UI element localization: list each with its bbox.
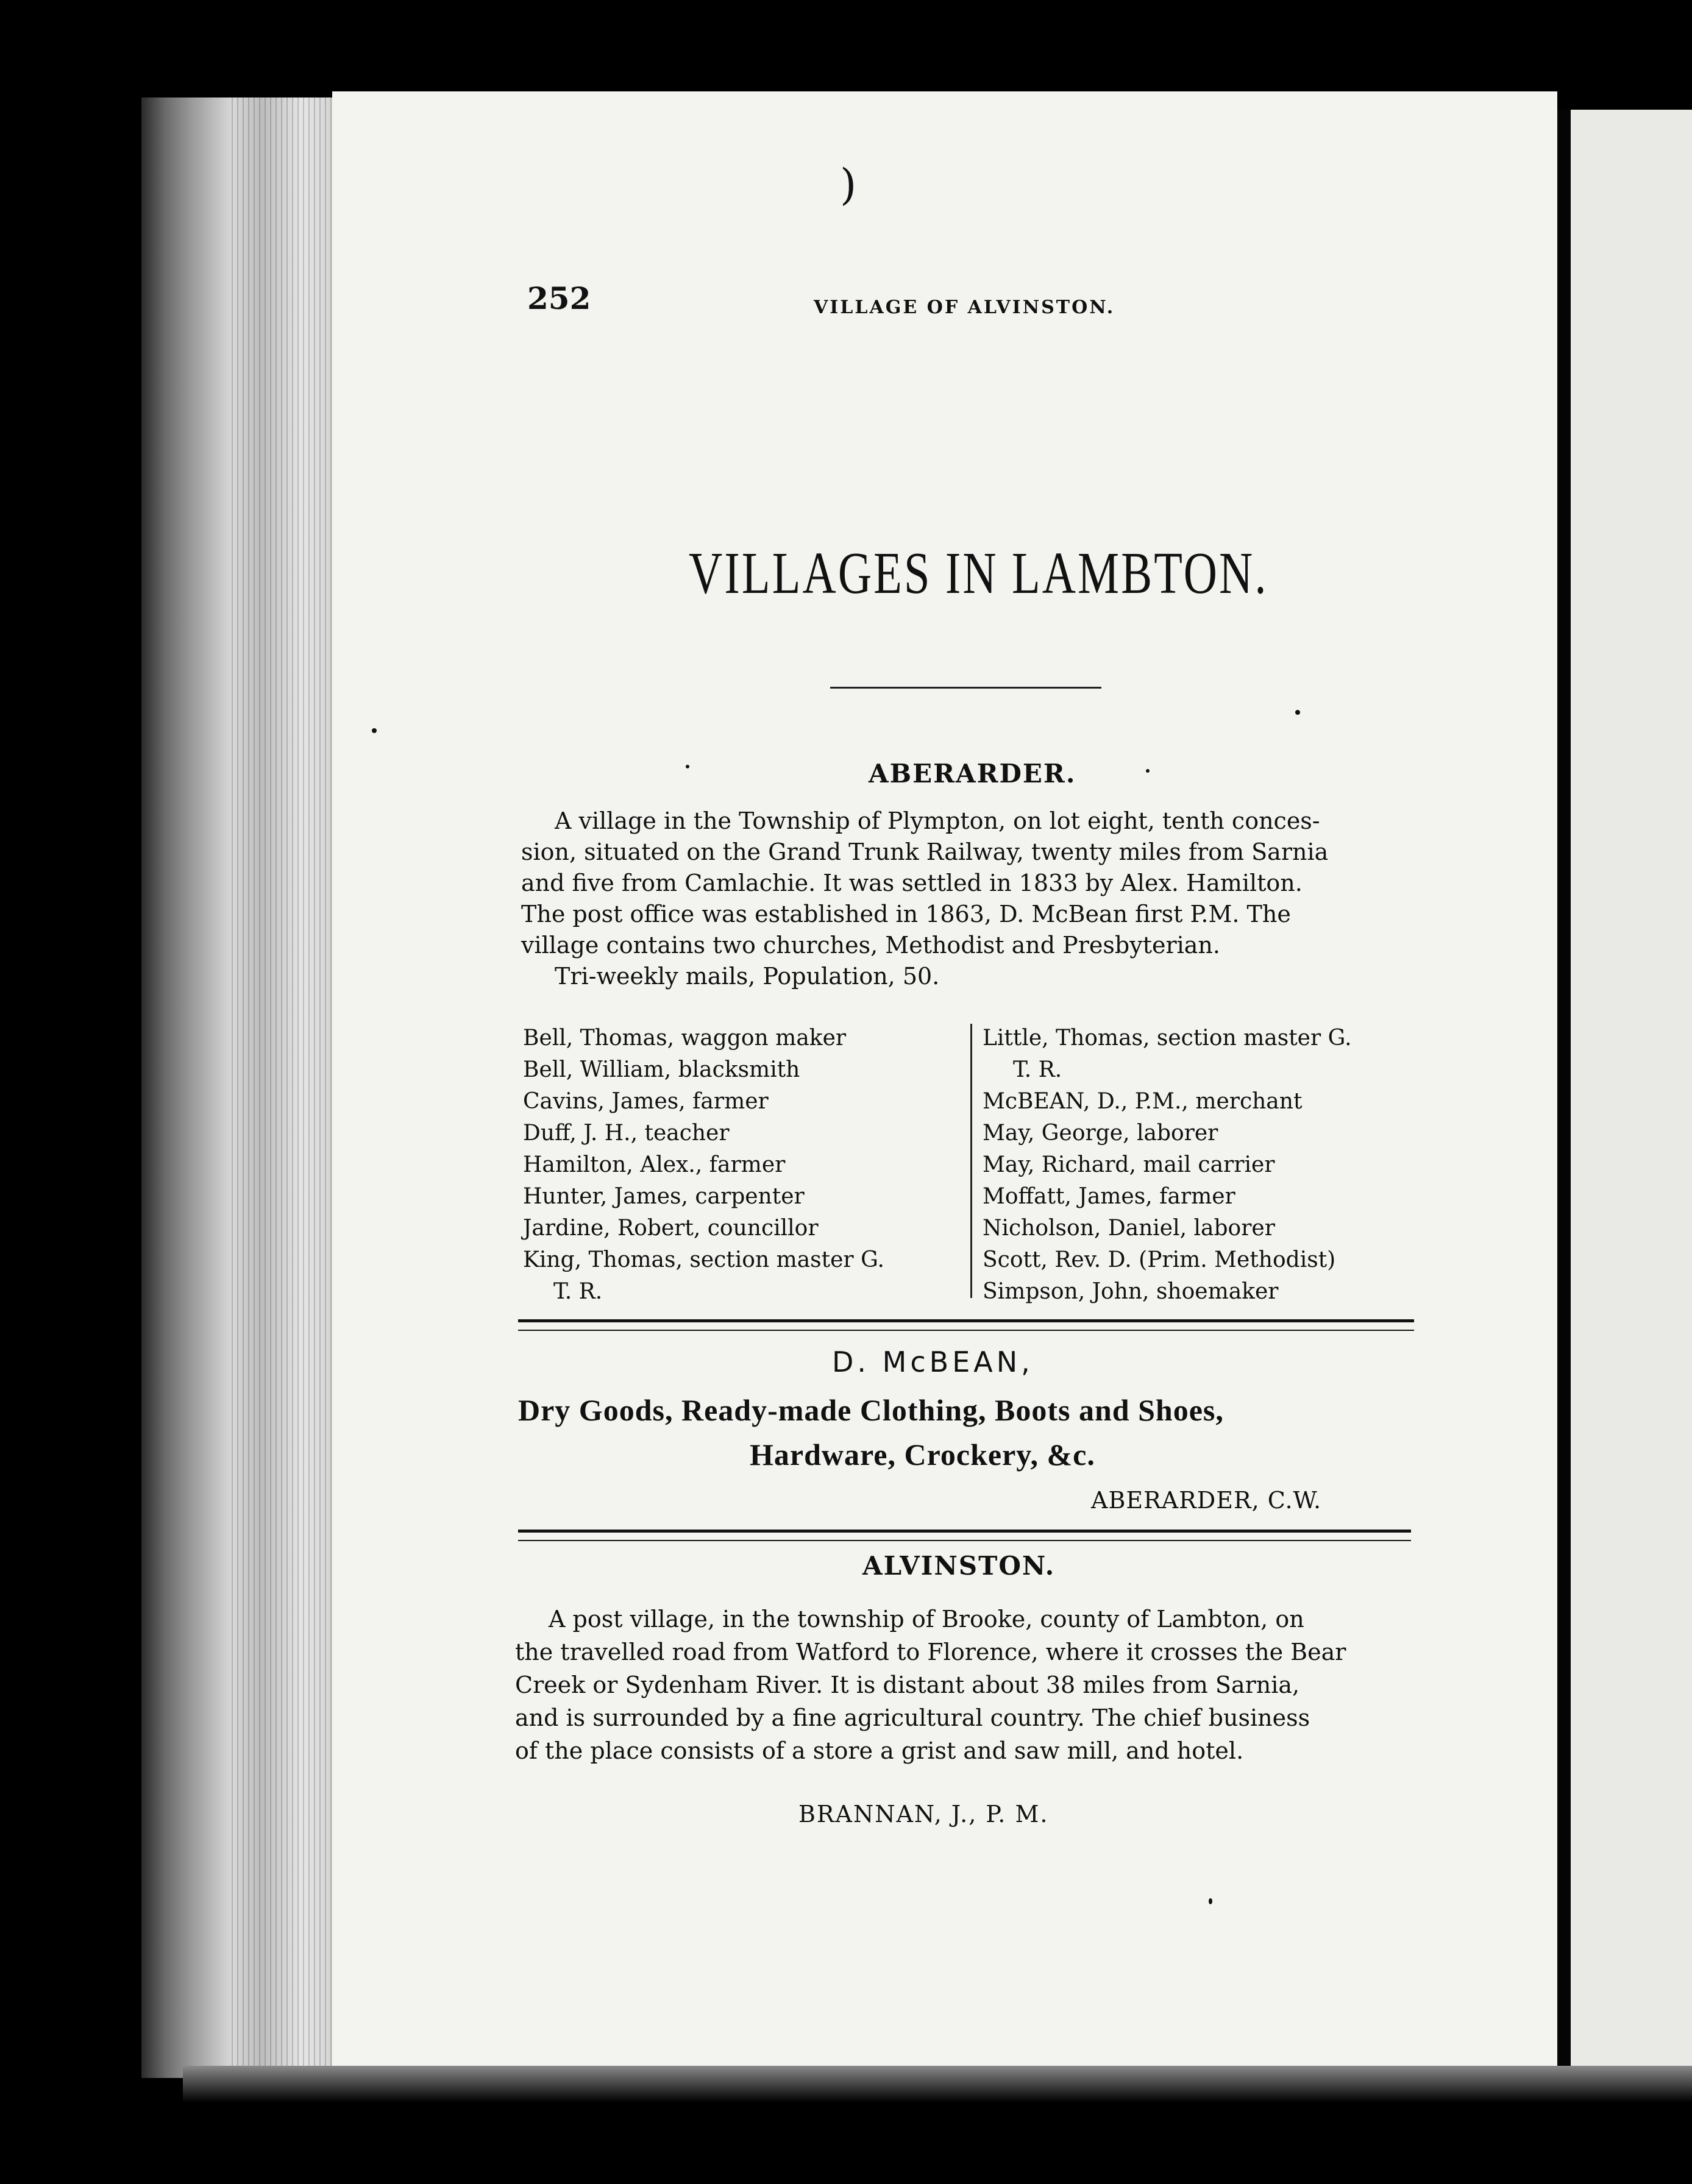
aberarder-heading: ABERARDER. [869, 759, 1076, 789]
page-edge-lines [232, 91, 341, 2084]
directory-entry: Duff, J. H., teacher [523, 1121, 730, 1146]
alvinston-heading: ALVINSTON. [862, 1551, 1056, 1581]
book-gutter [1557, 110, 1571, 2072]
ad-goods-line: Dry Goods, Ready-made Clothing, Boots and Shoes, [518, 1393, 1224, 1427]
text-line: Creek or Sydenham River. It is distant about 38 miles from Sarnia, [515, 1672, 1300, 1698]
bottom-shadow [183, 2066, 1692, 2102]
title-rule [830, 687, 1101, 689]
directory-entry: Jardine, Robert, councillor [523, 1216, 819, 1241]
text-line: of the place consists of a store a grist and saw mill, and hotel. [515, 1737, 1244, 1764]
directory-entry: Little, Thomas, section master G. [983, 1026, 1352, 1051]
ad-bottom-rule [518, 1530, 1411, 1541]
page-number: 252 [527, 280, 591, 316]
column-divider [970, 1024, 972, 1298]
text-line: A village in the Township of Plympton, on lot eight, tenth conces- [555, 807, 1320, 834]
ink-speck [1295, 710, 1300, 715]
running-head: VILLAGE OF ALVINSTON. [814, 297, 1115, 318]
directory-entry: T. R. [1013, 1057, 1062, 1082]
pencil-mark: ) [840, 160, 857, 210]
directory-entry: McBEAN, D., P.M., merchant [983, 1089, 1303, 1114]
text-line: Tri-weekly mails, Population, 50. [555, 963, 940, 990]
directory-entry: May, George, laborer [983, 1121, 1218, 1146]
ad-goods-line: Hardware, Crockery, &c. [750, 1438, 1095, 1472]
directory-entry: Hamilton, Alex., farmer [523, 1152, 786, 1177]
text-line: A post village, in the township of Brooke, county of Lambton, on [549, 1606, 1304, 1633]
directory-right-column [983, 1023, 1352, 1308]
directory-entry: King, Thomas, section master G. [523, 1247, 884, 1272]
ink-speck [1209, 1898, 1212, 1904]
directory-entry: Scott, Rev. D. (Prim. Methodist) [983, 1247, 1336, 1272]
ink-speck [372, 728, 377, 733]
directory-entry: Moffatt, James, farmer [983, 1184, 1235, 1209]
ad-top-rule [518, 1319, 1414, 1331]
text-line: sion, situated on the Grand Trunk Railway, twenty miles from Sarnia [521, 838, 1329, 865]
directory-left-column [523, 1023, 884, 1308]
text-line: and five from Camlachie. It was settled in 1833 by Alex. Hamilton. [521, 870, 1303, 896]
alvinston-description [515, 1603, 1420, 1767]
directory-entry: Simpson, John, shoemaker [983, 1279, 1279, 1304]
book-page [332, 91, 1557, 2081]
ad-merchant-name: D. McBEAN, [832, 1346, 1034, 1378]
page-title: VILLAGES IN LAMBTON. [689, 541, 1268, 606]
text-line: The post office was established in 1863, D. McBean first P.M. The [521, 901, 1291, 927]
directory-entry: T. R. [553, 1279, 603, 1304]
directory-entry: Bell, William, blacksmith [523, 1057, 800, 1082]
aberarder-description [521, 806, 1423, 992]
facing-page-edge [1571, 110, 1692, 2084]
text-line: and is surrounded by a fine agricultural country. The chief business [515, 1704, 1310, 1731]
ad-location: ABERARDER, C.W. [1091, 1487, 1322, 1514]
directory-entry: Cavins, James, farmer [523, 1089, 769, 1114]
directory-entry: May, Richard, mail carrier [983, 1152, 1275, 1177]
ink-speck [1146, 769, 1150, 773]
postmaster-line: BRANNAN, J., P. M. [798, 1801, 1049, 1828]
text-line: village contains two churches, Methodist and Presbyterian. [521, 932, 1220, 959]
directory-entry: Hunter, James, carpenter [523, 1184, 805, 1209]
directory-entry: Bell, Thomas, waggon maker [523, 1026, 847, 1051]
ink-speck [686, 765, 689, 768]
text-line: the travelled road from Watford to Florence, where it crosses the Bear [515, 1639, 1346, 1665]
directory-entry: Nicholson, Daniel, laborer [983, 1216, 1275, 1241]
